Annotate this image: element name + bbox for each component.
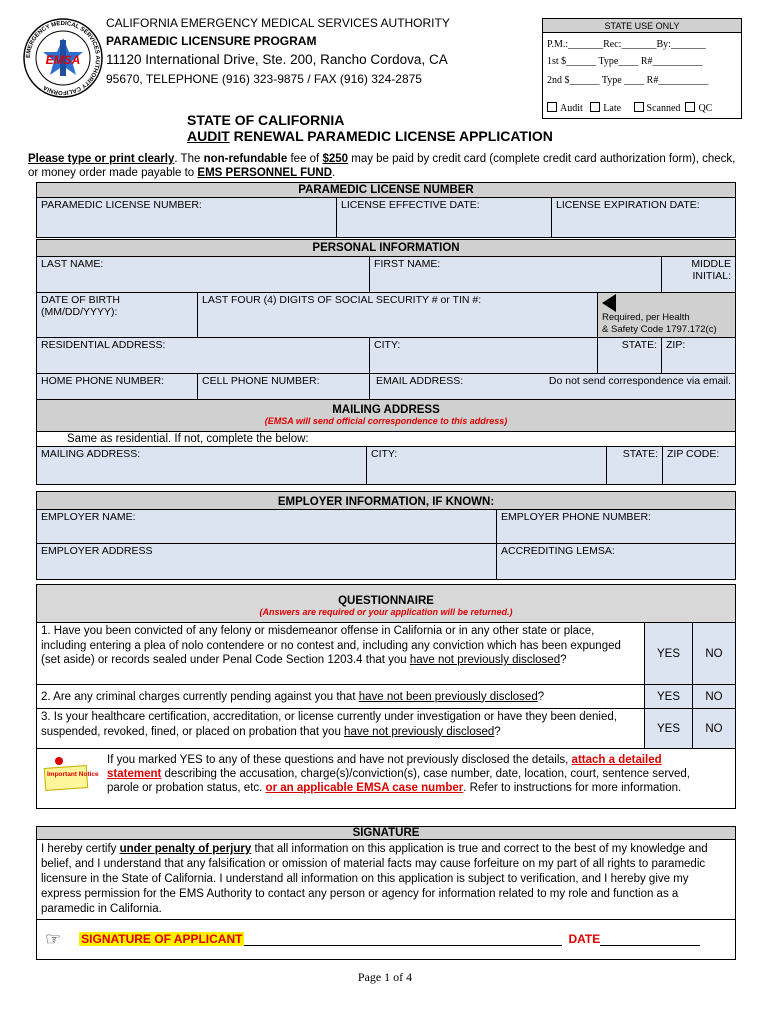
date-label: DATE (568, 931, 601, 946)
field-label: EMPLOYER PHONE NUMBER: (501, 511, 651, 523)
no-label: NO (705, 690, 723, 703)
field-label: STATE: (621, 339, 657, 351)
field-label: PARAMEDIC LICENSE NUMBER: (41, 199, 202, 211)
late-checkbox[interactable] (590, 102, 600, 112)
field-label: ZIP CODE: (667, 448, 720, 460)
logo-text: EMSA (45, 53, 81, 67)
accrediting-lemsa-field[interactable] (497, 544, 736, 580)
mailing-section (36, 399, 736, 485)
title-audit: AUDIT (187, 128, 230, 144)
question-text: 1. Have you been convicted of any felony or misdemeanor offense in California or in any other state or place, including entering a plea of nolo contendere or no contest and, including any conviction which has been expunged (set aside) or records sealed under Penal Code Section 1203.4 that you (41, 625, 621, 666)
ssn-note: Required, per Health (602, 312, 690, 323)
instructions (28, 152, 743, 180)
no-label: NO (705, 722, 723, 735)
q3-no-option[interactable] (693, 709, 736, 749)
mailing-address-field[interactable] (37, 447, 367, 485)
question-text: 2. Are any criminal charges currently pending against you that (41, 690, 359, 703)
mailing-zip-field[interactable] (663, 447, 736, 485)
same-as-residential[interactable] (37, 432, 736, 447)
question-3 (37, 709, 645, 749)
q1-yes-option[interactable] (645, 623, 693, 685)
state-use-row: 1st $______ Type____ R#__________ (547, 56, 703, 67)
notice-part: . Refer to instructions for more information. (463, 782, 682, 794)
field-label: CITY: (374, 339, 401, 351)
field-label: CITY: (371, 448, 398, 460)
question-text: ? (537, 690, 545, 703)
notice-text (107, 753, 705, 795)
email-note: Do not send correspondence via email. (548, 375, 731, 387)
cert-part: that all information on this application is true and correct to the best of my knowledge and belief, and I understand that any falsification or omission of material facts may cause forfeiture on my part of all rights to paramedic licensure in the State of California. I understand all information on this application is subject to verification, and I hereby give my express permission for the EMS Authority to contact any person or agency for information related to my role and function as a paramedic in California. (41, 843, 708, 915)
field-label: CELL PHONE NUMBER: (202, 375, 320, 387)
intro-text: may be paid by credit card (complete credit card authorization form), check, or money order made payable to (28, 153, 736, 179)
field-label: ACCREDITING LEMSA: (501, 545, 615, 557)
license-number-field[interactable] (37, 198, 337, 238)
mailing-note: (EMSA will send official correspondence to this address) (264, 416, 508, 426)
last-name-field[interactable] (37, 257, 370, 293)
mailing-state-field[interactable] (607, 447, 663, 485)
cert-part: I hereby certify (41, 843, 120, 855)
state-use-title: STATE USE ONLY (543, 19, 741, 33)
field-label: LAST NAME: (41, 258, 104, 270)
field-label: FIRST NAME: (374, 258, 441, 270)
question-2 (37, 685, 645, 709)
field-label: MIDDLE INITIAL: (691, 258, 731, 282)
field-label: LICENSE EFFECTIVE DATE: (341, 199, 480, 211)
section-title: QUESTIONNAIRE (338, 595, 434, 607)
city-field[interactable] (370, 338, 598, 374)
employer-name-field[interactable] (37, 510, 497, 544)
important-notice (37, 749, 736, 809)
section-header: PARAMEDIC LICENSE NUMBER (37, 183, 736, 198)
form-title (187, 128, 553, 144)
agency-contact: 95670, TELEPHONE (916) 323-9875 / FAX (916) 324-2875 (106, 72, 422, 86)
residential-address-field[interactable] (37, 338, 370, 374)
questionnaire-note: (Answers are required or your application will be returned.) (259, 607, 513, 617)
agency-address: 11120 International Drive, Ste. 200, Rancho Cordova, CA (106, 52, 448, 67)
section-header: PERSONAL INFORMATION (37, 240, 736, 257)
dob-field[interactable] (37, 293, 198, 338)
form-title-state: STATE OF CALIFORNIA (187, 112, 345, 128)
notice-part: describing the accusation, charge(s)/conviction(s), case number, date, location, court, sentence served, parole or probation status, etc. (107, 768, 690, 794)
questionnaire-section (36, 584, 736, 809)
question-text: ? (494, 725, 501, 738)
payee: EMS PERSONNEL FUND (197, 167, 333, 179)
intro-text: . The (174, 153, 204, 165)
checkbox-label: Audit (560, 103, 583, 114)
field-label: RESIDENTIAL ADDRESS: (41, 339, 166, 351)
date-line[interactable] (600, 934, 700, 946)
field-label: EMPLOYER NAME: (41, 511, 136, 523)
license-expiration-date-field[interactable] (552, 198, 736, 238)
qc-checkbox[interactable] (685, 102, 695, 112)
question-text: 3. Is your healthcare certification, accreditation, or license currently under investigation or have they been denied, suspended, revoked, fined, or placed on probation that you (41, 711, 617, 738)
logo-ring-text: EMERGENCY MEDICAL SERVICES AUTHORITY CALIFORNIA (25, 20, 101, 96)
notice-label: Important Notice (47, 771, 99, 778)
question-1 (37, 623, 645, 685)
field-label: STATE: (622, 448, 658, 460)
employer-section (36, 491, 736, 580)
signature-line[interactable] (244, 934, 562, 946)
q3-yes-option[interactable] (645, 709, 693, 749)
license-effective-date-field[interactable] (337, 198, 552, 238)
title-rest: RENEWAL PARAMEDIC LICENSE APPLICATION (229, 128, 553, 144)
mailing-city-field[interactable] (367, 447, 607, 485)
personal-section (36, 239, 736, 410)
employer-address-field[interactable] (37, 544, 497, 580)
intro-text: fee of (287, 153, 323, 165)
notice-emphasis: or an applicable EMSA case number (265, 782, 464, 794)
notice-emphasis: attach a detailed statement (107, 754, 662, 780)
section-header: EMPLOYER INFORMATION, IF KNOWN: (37, 492, 736, 510)
certification-text (37, 840, 736, 920)
question-text: ? (560, 654, 567, 666)
middle-initial-field[interactable] (662, 257, 736, 293)
program-name: PARAMEDIC LICENSURE PROGRAM (106, 34, 317, 48)
checkbox-label: Scanned (646, 103, 681, 114)
field-label: MAILING ADDRESS: (41, 448, 141, 460)
scanned-checkbox[interactable] (634, 102, 644, 112)
section-header (37, 585, 736, 623)
ssn-field[interactable] (198, 293, 598, 338)
same-label: Same as residential. If not, complete the below: (67, 433, 309, 445)
license-section (36, 182, 736, 238)
intro-emphasis: non-refundable (203, 153, 288, 165)
signature-label: SIGNATURE OF APPLICANT (81, 931, 243, 946)
state-use-row: P.M.:_______Rec:_______By:_______ (547, 39, 706, 50)
field-label: ZIP: (666, 339, 686, 351)
signature-row (37, 920, 736, 960)
state-field[interactable] (598, 338, 662, 374)
zip-field[interactable] (662, 338, 736, 374)
question-text: have not been previously disclosed (358, 690, 538, 703)
audit-checkbox[interactable] (547, 102, 557, 112)
question-text: have not previously disclosed (409, 654, 561, 666)
yes-label: YES (656, 722, 680, 735)
page-number: Page 1 of 4 (357, 970, 413, 984)
field-label: EMAIL ADDRESS: (376, 375, 464, 387)
pointing-hand-icon: ☞ (45, 929, 62, 949)
notice-part: If you marked YES to any of these questions and have not previously disclosed the details, (107, 754, 572, 766)
agency-name: CALIFORNIA EMERGENCY MEDICAL SERVICES AUTHORITY (106, 16, 450, 30)
signature-section (36, 826, 736, 960)
section-header: SIGNATURE (37, 827, 736, 840)
state-use-row: 2nd $______ Type ____ R#__________ (547, 75, 709, 86)
pointer-left-icon (602, 294, 616, 312)
employer-phone-field[interactable] (497, 510, 736, 544)
yes-label: YES (656, 647, 680, 660)
checkbox-label: QC (698, 103, 713, 114)
question-text: have not previously disclosed (344, 725, 495, 738)
ssn-note: & Safety Code 1797.172(c) (602, 324, 717, 335)
no-label: NO (705, 647, 723, 660)
intro-text: . (332, 167, 336, 179)
q2-yes-option[interactable] (645, 685, 693, 709)
checkbox-label: Late (603, 103, 622, 114)
important-notice-icon (43, 755, 99, 795)
q1-no-option[interactable] (693, 623, 736, 685)
q2-no-option[interactable] (693, 685, 736, 709)
intro-emphasis: Please type or print clearly (28, 153, 175, 165)
field-label: LICENSE EXPIRATION DATE: (556, 199, 700, 211)
field-label: EMPLOYER ADDRESS (41, 545, 153, 557)
yes-label: YES (656, 690, 680, 703)
fee-amount: $250 (322, 153, 349, 165)
section-title: MAILING ADDRESS (332, 404, 440, 416)
cert-emphasis: under penalty of perjury (119, 843, 252, 855)
field-label: DATE OF BIRTH (MM/DD/YYYY): (41, 294, 120, 318)
state-use-box (542, 18, 742, 119)
emsa-logo (22, 14, 104, 102)
field-label: HOME PHONE NUMBER: (41, 375, 165, 387)
first-name-field[interactable] (370, 257, 662, 293)
section-header (37, 400, 736, 432)
field-label: LAST FOUR (4) DIGITS OF SOCIAL SECURITY # or TIN #: (202, 294, 482, 306)
